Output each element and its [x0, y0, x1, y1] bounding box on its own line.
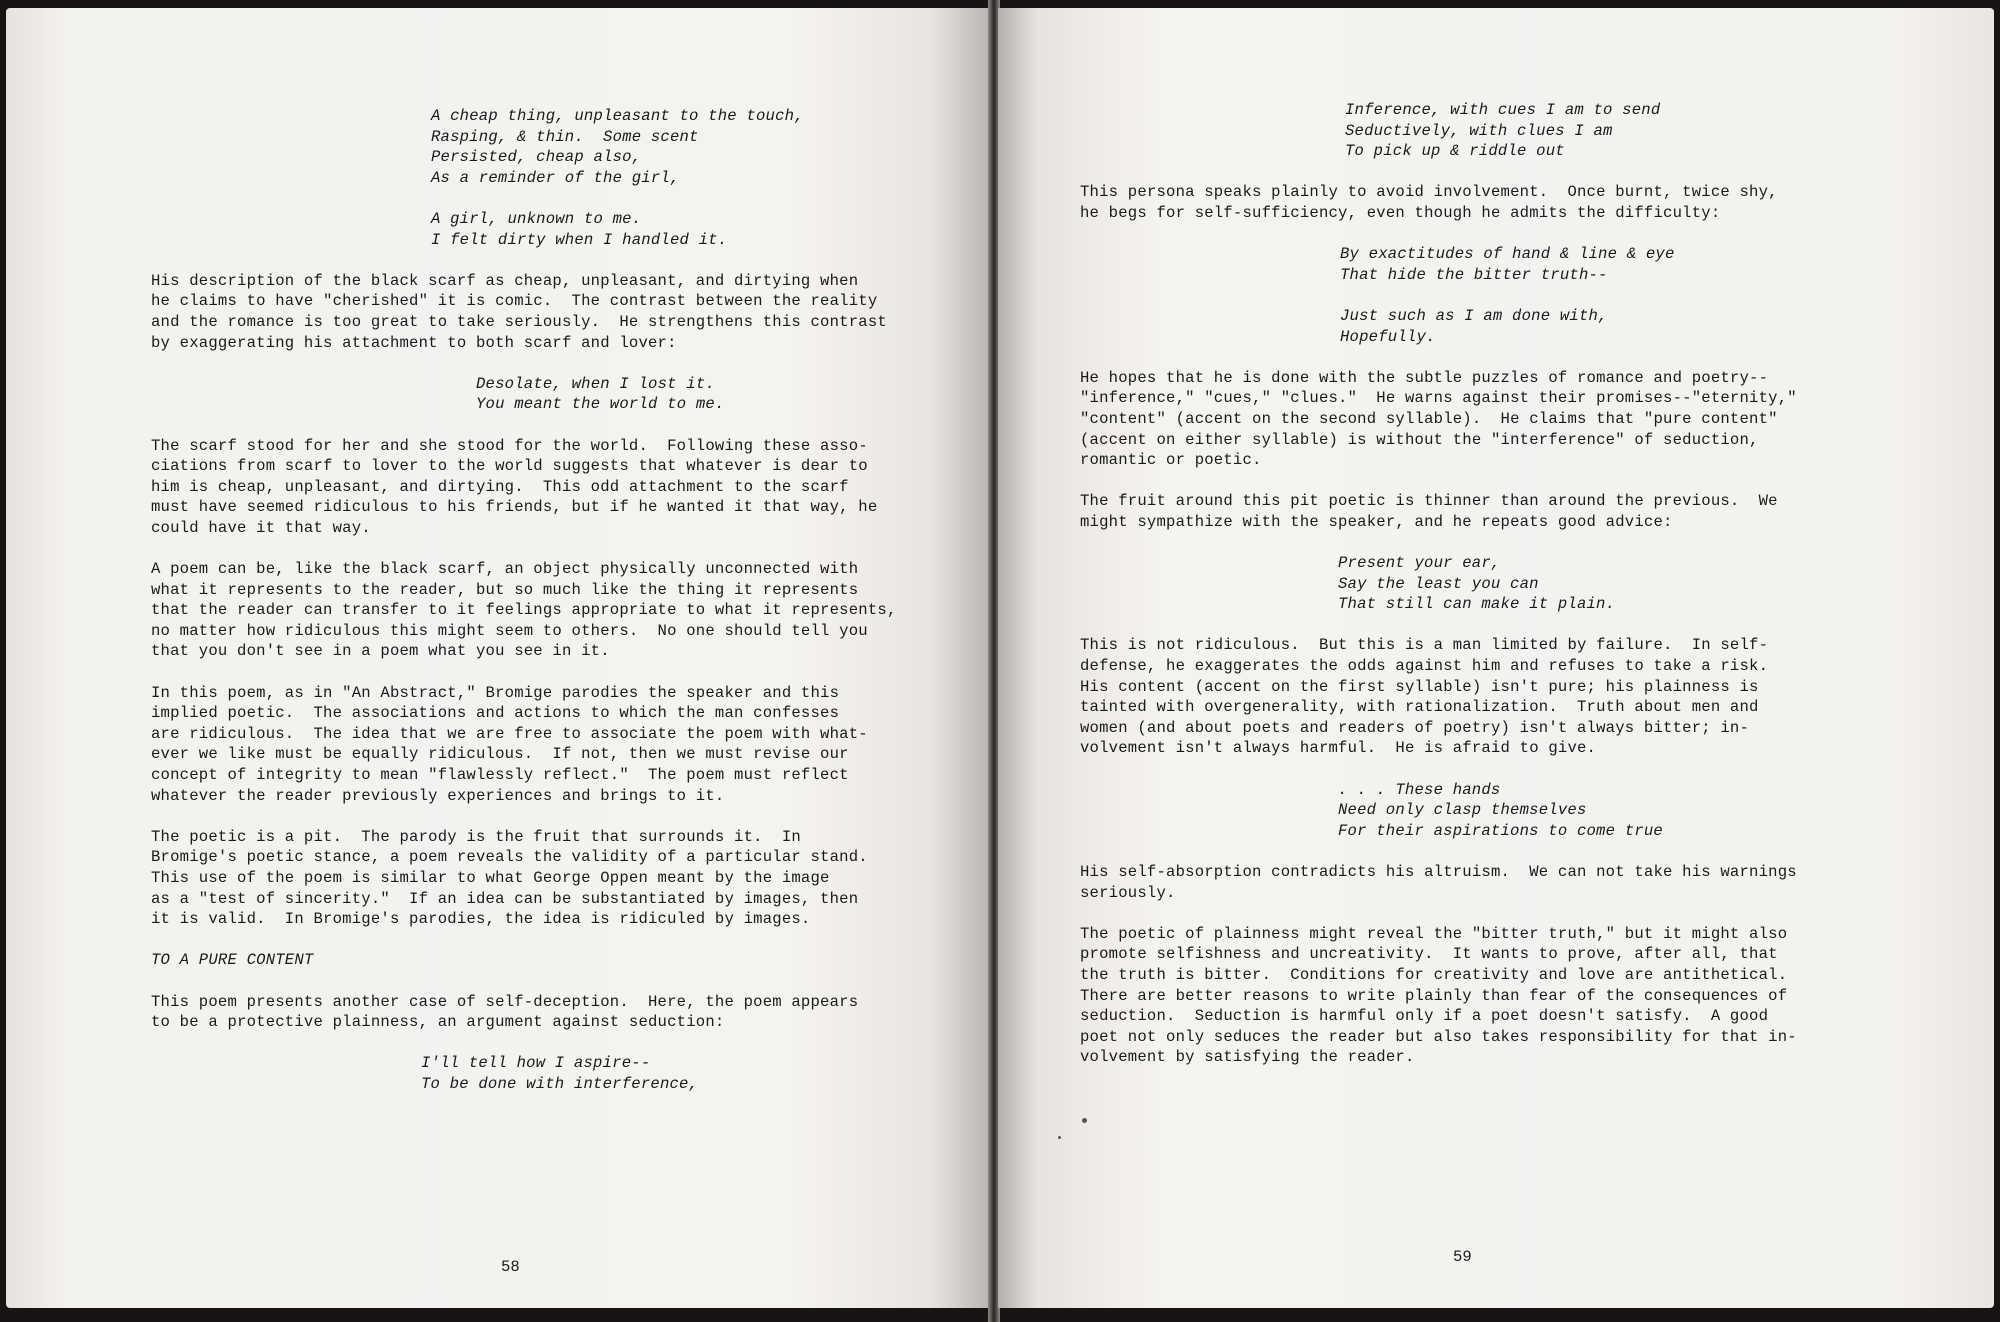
paragraph: The poetic is a pit. The parody is the fruit that surrounds it. In Bromige's poetic stance, a poem reveals the validity of a particular stand. This use of the poem is similar to what George Oppen meant by the image as a "test of sincerity." If an idea can be substantiated by images, then it is valid. In Bromige's parodies, the idea is ridiculed by images.	[151, 827, 868, 929]
right-page	[998, 8, 1994, 1308]
paragraph: This is not ridiculous. But this is a man limited by failure. In self- defense, he exaggerates the odds against him and refuses to take a risk. His content (accent on the first syllable) isn't pure; his plainness is tainted with overgenerality, with rationalization. Truth about men and women (and about poets and readers of poetry) isn't always bitter; in- volvement isn't always harmful. He is afraid to give.	[1080, 636, 1769, 758]
paragraph: This persona speaks plainly to avoid involvement. Once burnt, twice shy, he begs for self-sufficiency, even though he admits the difficulty:	[1080, 183, 1778, 222]
poem-excerpt: Just such as I am done with, Hopefully.	[1340, 306, 1608, 346]
paragraph: The fruit around this pit poetic is thinner than around the previous. We might sympathize with the speaker, and he repeats good advice:	[1080, 492, 1778, 531]
poem-excerpt: Present your ear, Say the least you can That still can make it plain.	[1338, 554, 1616, 614]
poem-excerpt: Desolate, when I lost it. You meant the world to me.	[476, 374, 725, 414]
poem-excerpt: By exactitudes of hand & line & eye That hide the bitter truth--	[1340, 245, 1675, 284]
paragraph: His self-absorption contradicts his altruism. We can not take his warnings seriously.	[1080, 862, 1797, 902]
paragraph: A poem can be, like the black scarf, an object physically unconnected with what it represents to the reader, but so much like the thing it represents that the reader can transfer to it feelings appropriate to what it represents, no matter how ridiculous this might seem to others. No one should tell you that you don't see in a poem what you see in it.	[151, 560, 897, 661]
paragraph: The poetic of plainness might reveal the "bitter truth," but it might also promote selfishness and uncreativity. It wants to prove, after all, that the truth is bitter. Conditions for creativity and love are antithetical. There are better reasons to write plainly than fear of the consequences of seduction. Seduction is harmful only if a poet doesn't satisfy. A good poet not only seduces the reader but also takes responsibility for that in- volvement by satisfying the reader.	[1080, 924, 1797, 1067]
poem-excerpt: . . . These hands Need only clasp themselves For their aspirations to come true	[1338, 780, 1663, 840]
ink-speck	[1058, 1136, 1061, 1139]
paragraph: His description of the black scarf as cheap, unpleasant, and dirtying when he claims to have "cherished" it is comic. The contrast between the reality and the romance is too great to take seriously. He strengthens this contrast by exaggerating his attachment to both scarf and lover:	[151, 271, 887, 352]
page-number: 59	[1453, 1248, 1472, 1266]
page-number: 58	[501, 1258, 520, 1276]
paragraph: In this poem, as in "An Abstract," Bromige parodies the speaker and this implied poetic. The associations and actions to which the man confesses are ridiculous. The idea that we are free to associate the poem with what- ever we like must be equally ridiculous. If not, then we must revise our concept of integrity to mean "flawlessly reflect." The poem must reflect whatever the reader previously experiences and brings to it.	[151, 683, 868, 805]
paragraph: He hopes that he is done with the subtle puzzles of romance and poetry-- "inference," "cues," "clues." He warns against their promises--"eternity," "content" (accent on the second syllable). He claims that "pure content" (accent on either syllable) is without the "interference" of seduction, romantic or poetic.	[1080, 368, 1797, 470]
right-page-text	[1080, 100, 1960, 1089]
left-page	[6, 8, 990, 1308]
section-heading: TO A PURE CONTENT	[151, 951, 314, 970]
poem-excerpt: I'll tell how I aspire-- To be done with interference,	[421, 1054, 699, 1093]
paragraph: This poem presents another case of self-deception. Here, the poem appears to be a protective plainness, an argument against seduction:	[151, 992, 859, 1032]
ink-speck	[1082, 1118, 1087, 1123]
poem-excerpt: A girl, unknown to me. I felt dirty when I handled it.	[431, 209, 728, 249]
paragraph: The scarf stood for her and she stood for the world. Following these asso- ciations from scarf to lover to the world suggests that whatever is dear to him is cheap, unpleasant, and dirtying. This odd attachment to the scarf must have seemed ridiculous to his friends, but if he wanted it that way, he could have it that way.	[151, 436, 878, 537]
poem-excerpt: Inference, with cues I am to send Seductively, with clues I am To pick up & riddle out	[1345, 101, 1661, 161]
left-page-text	[151, 106, 981, 1115]
poem-excerpt: A cheap thing, unpleasant to the touch, Rasping, & thin. Some scent Persisted, cheap also, As a reminder of the girl,	[431, 107, 804, 187]
